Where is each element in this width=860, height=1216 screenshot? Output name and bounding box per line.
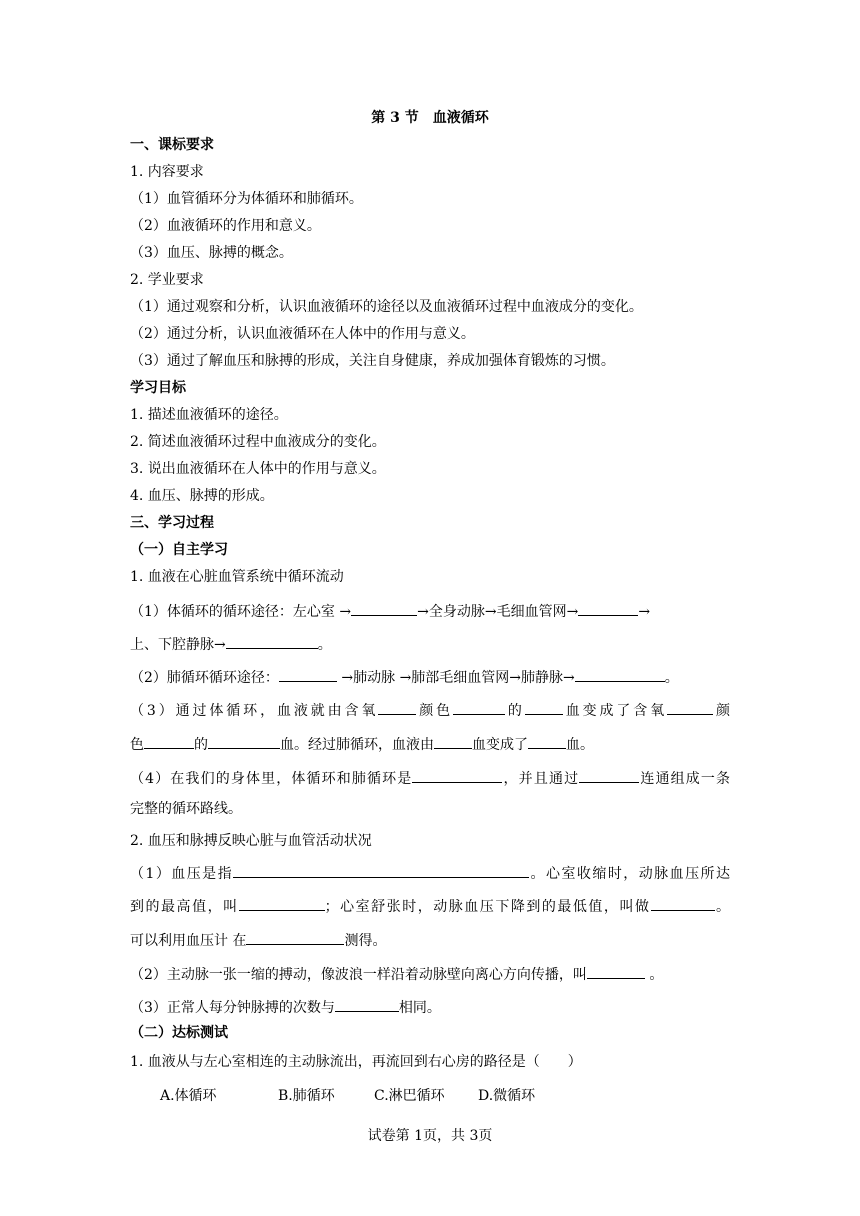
academic-item: （3）通过了解血压和脉搏的形成，关注自身健康，养成加强体育锻炼的习惯。 (130, 353, 615, 369)
answer-blank[interactable] (226, 633, 318, 649)
answer-blank[interactable] (246, 929, 344, 945)
answer-blank[interactable] (335, 996, 399, 1012)
answer-blank[interactable] (575, 666, 665, 682)
answer-blank[interactable] (525, 699, 563, 715)
answer-blank[interactable] (579, 767, 639, 783)
academic-item: （1）通过观察和分析，认识血液循环的途径以及血液循环过程中血液成分的变化。 (130, 299, 643, 315)
fill-line: 可以利用血压计 在 测得。 (130, 929, 386, 951)
answer-blank[interactable] (453, 699, 505, 715)
test-question: 1. 血液从与左心室相连的主动脉流出，再流回到右心房的路径是（ ） (130, 1054, 582, 1070)
option-a[interactable]: A.体循环 (160, 1088, 217, 1104)
content-item: （1）血管循环分为体循环和肺循环。 (130, 191, 363, 207)
subsection-heading-self-study: （一）自主学习 (130, 542, 228, 558)
answer-blank[interactable] (351, 600, 417, 616)
answer-blank[interactable] (578, 600, 638, 616)
content-requirements-heading: 1. 内容要求 (130, 164, 204, 180)
section-heading-curriculum: 一、课标要求 (130, 137, 214, 153)
answer-blank[interactable] (587, 963, 645, 979)
answer-blank[interactable] (412, 767, 502, 783)
answer-blank[interactable] (233, 862, 529, 878)
fill-line: （4）在我们的身体里，体循环和肺循环是 ，并且通过 连通组成一条 (130, 767, 730, 789)
option-d[interactable]: D.微循环 (478, 1088, 536, 1104)
answer-blank[interactable] (208, 733, 280, 749)
subsection-heading-test: （二）达标测试 (130, 1025, 228, 1041)
answer-blank[interactable] (651, 895, 715, 911)
fill-line: 到的最高值，叫 ；心室舒张时，动脉血压下降到的最低值，叫做 。 (130, 895, 730, 917)
option-c[interactable]: C.淋巴循环 (374, 1088, 445, 1104)
content-item: （3）血压、脉搏的概念。 (130, 245, 293, 261)
question-heading: 2. 血压和脉搏反映心脏与血管活动状况 (130, 833, 372, 849)
answer-blank[interactable] (144, 733, 194, 749)
goal-item: 4. 血压、脉搏的形成。 (130, 488, 274, 504)
answer-blank[interactable] (239, 895, 325, 911)
answer-blank[interactable] (528, 733, 566, 749)
question-heading: 1. 血液在心脏血管系统中循环流动 (130, 569, 344, 585)
section-heading-process: 三、学习过程 (130, 515, 214, 531)
content-item: （2）血液循环的作用和意义。 (130, 218, 321, 234)
fill-line: （1）血压是指 。心室收缩时，动脉血压所达 (130, 862, 730, 884)
page-title: 第 3 节 血液循环 (371, 110, 489, 126)
section-heading-goals: 学习目标 (130, 380, 186, 396)
academic-item: （2）通过分析，认识血液循环在人体中的作用与意义。 (130, 326, 475, 342)
goal-item: 3. 说出血液循环在人体中的作用与意义。 (130, 461, 386, 477)
academic-requirements-heading: 2. 学业要求 (130, 272, 204, 288)
answer-blank[interactable] (279, 666, 337, 682)
test-options (160, 1086, 535, 1106)
fill-line: （1）体循环的循环途径：左心室 → →全身动脉→毛细血管网→ → (130, 600, 650, 622)
fill-line: 完整的循环路线。 (130, 801, 242, 817)
answer-blank[interactable] (434, 733, 472, 749)
fill-line: 色 的 血。经过肺循环，血液由 血变成了 血。 (130, 733, 594, 755)
fill-line: （3）通过体循环，血液就由含氧 颜色 的 血变成了含氧 颜 (130, 699, 730, 721)
goal-item: 2. 简述血液循环过程中血液成分的变化。 (130, 434, 386, 450)
fill-line: 上、下腔静脉→ 。 (130, 633, 332, 655)
option-b[interactable]: B.肺循环 (278, 1088, 335, 1104)
answer-blank[interactable] (667, 699, 713, 715)
fill-line: （2）肺循环循环途径： →肺动脉 →肺部毛细血管网→肺静脉→ 。 (130, 666, 679, 688)
fill-line: （3）正常人每分钟脉搏的次数与 相同。 (130, 996, 441, 1018)
fill-line: （2）主动脉一张一缩的搏动，像波浪一样沿着动脉壁向离心方向传播，叫 。 (130, 963, 663, 985)
answer-blank[interactable] (378, 699, 416, 715)
page-footer: 试卷第 1页，共 3页 (367, 1128, 493, 1144)
goal-item: 1. 描述血液循环的途径。 (130, 407, 288, 423)
